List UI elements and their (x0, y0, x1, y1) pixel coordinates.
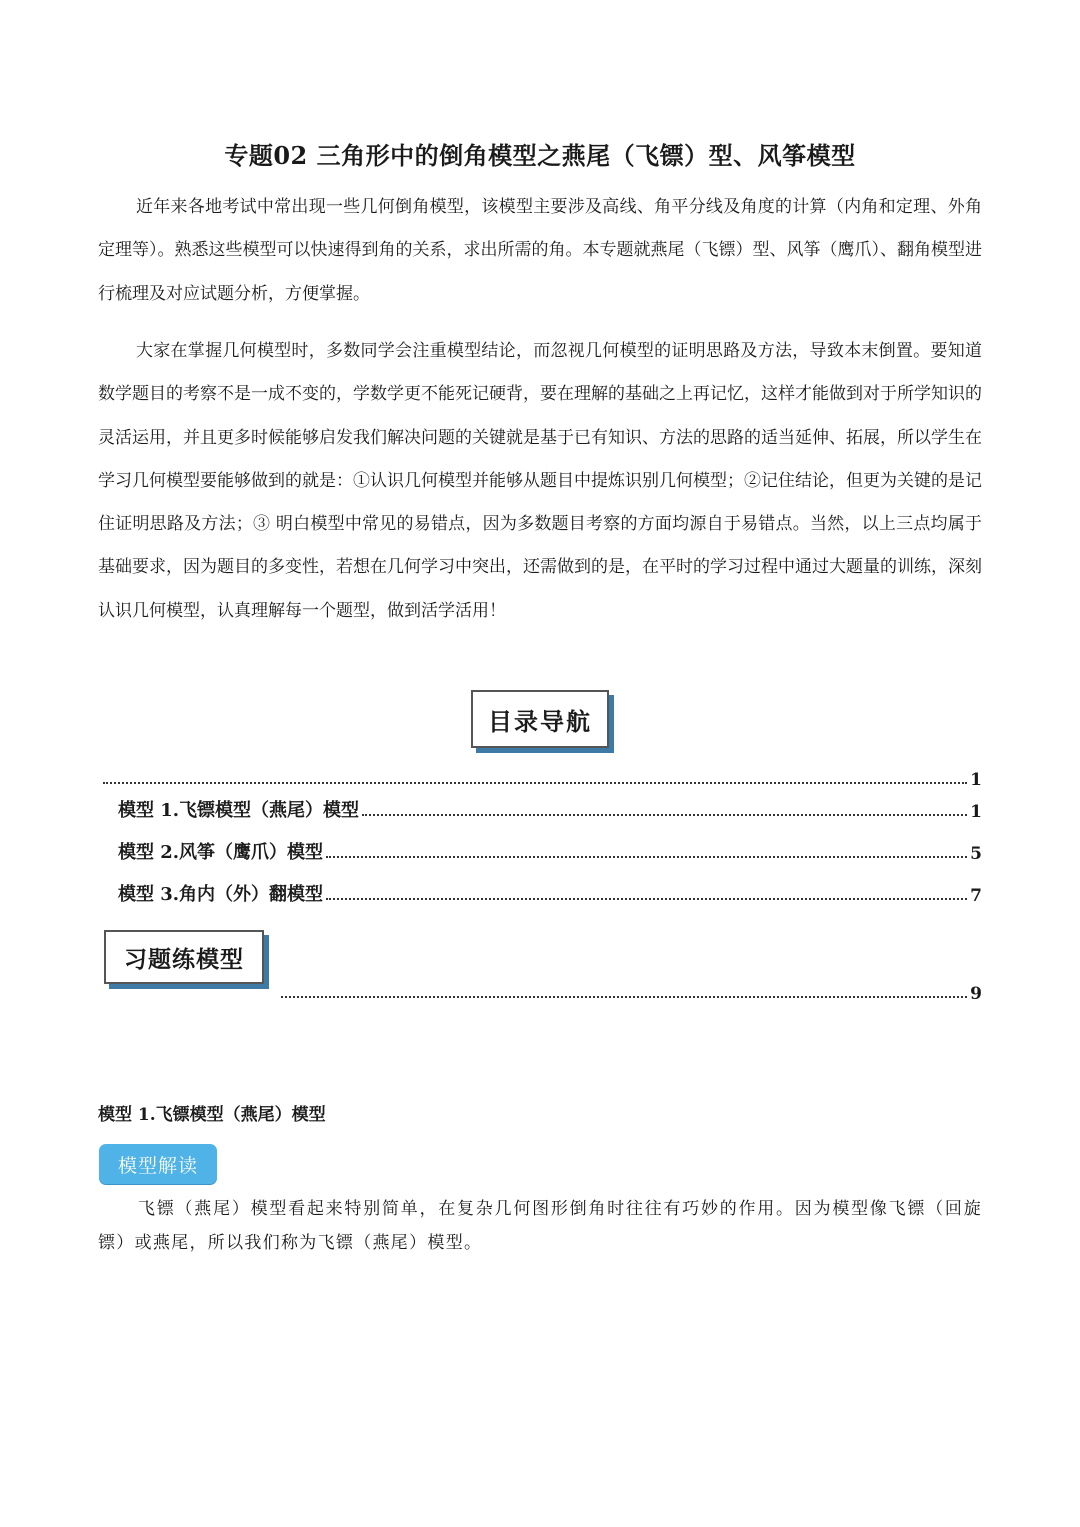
toc-entry-page: 5 (970, 844, 982, 864)
toc-entry[interactable] (118, 796, 982, 822)
toc-entry[interactable] (118, 880, 982, 906)
model-interpretation-badge: 模型解读 (99, 1144, 217, 1184)
toc-entry-page: 1 (970, 802, 982, 822)
section-body-paragraph: 飞镖（燕尾）模型看起来特别简单，在复杂几何图形倒角时往往有巧妙的作用。因为模型像飞镖（回旋镖）或燕尾，所以我们称为飞镖（燕尾）模型。 (98, 1199, 982, 1253)
toc-entry[interactable] (278, 978, 982, 1004)
toc-leader-dots (103, 782, 967, 784)
toc-entry-label: 模型 1.飞镖模型（燕尾）模型 (118, 800, 360, 821)
intro-paragraph-2: 大家在掌握几何模型时，多数同学会注重模型结论，而忽视几何模型的证明思路及方法，导致本末倒置。要知道数学题目的考察不是一成不变的，学数学更不能死记硬背，要在理解的基础之上再记忆，这样才能做到对于所学知识的灵活运用，并且更多时候能够启发我们解决问题的关键就是基于已有知识、方法的思路的适当延伸、拓展，所以学生在学习几何模型要能够做到的就是：①认识几何模型并能够从题目中提炼识别几何模型；②记住结论，但更为关键的是记住证明思路及方法；③ 明白模型中常见的易错点，因为多数题目考察的方面均源自于易错点。当然，以上三点均属于基础要求，因为题目的多变性，若想在几何学习中突出，还需做到的是，在平时的学习过程中通过大题量的训练，深刻认识几何模型，认真理解每一个题型，做到活学活用！ (98, 341, 982, 621)
document-title: 专题02 三角形中的倒角模型之燕尾（飞镖）型、风筝模型 (224, 141, 856, 170)
toc-entry-label: 模型 2.风筝（鹰爪）模型 (118, 842, 324, 863)
exercise-heading-box: 习题练模型 (104, 930, 264, 984)
toc-leader-dots (326, 856, 967, 858)
section-heading: 模型 1.飞镖模型（燕尾）模型 (98, 1105, 326, 1125)
toc-leader-dots (362, 814, 967, 816)
toc-entry-page: 9 (970, 984, 982, 1004)
toc-heading-box: 目录导航 (471, 690, 609, 748)
toc-entry[interactable] (100, 764, 982, 790)
toc-entry-label: 模型 3.角内（外）翻模型 (118, 884, 324, 905)
toc-leader-dots (281, 996, 967, 998)
toc-leader-dots (326, 898, 967, 900)
toc-entry-page: 1 (970, 770, 982, 790)
toc-entry[interactable] (118, 838, 982, 864)
intro-paragraph-1: 近年来各地考试中常出现一些几何倒角模型，该模型主要涉及高线、角平分线及角度的计算（内角和定理、外角定理等）。熟悉这些模型可以快速得到角的关系，求出所需的角。本专题就燕尾（飞镖）型、风筝（鹰爪）、翻角模型进行梳理及对应试题分析，方便掌握。 (98, 197, 982, 304)
toc-entry-page: 7 (970, 886, 982, 906)
